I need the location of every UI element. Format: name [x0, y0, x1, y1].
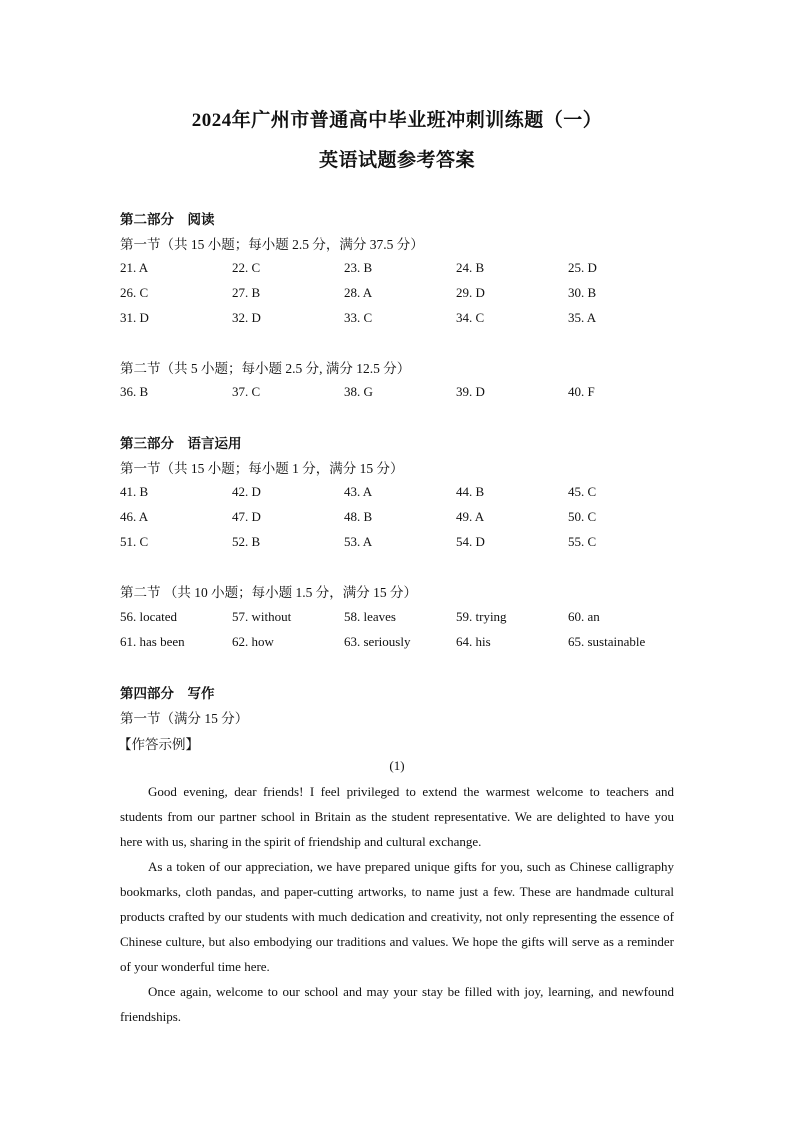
answer-cell: 30. B — [568, 285, 597, 300]
answer-cell: 23. B — [344, 260, 373, 275]
sample-answer-label: 【作答示例】 — [118, 737, 199, 752]
answer-cell: 28. A — [344, 285, 373, 300]
answer-cell: 33. C — [344, 310, 373, 325]
answer-row — [120, 504, 680, 529]
answer-cell: 45. C — [568, 484, 597, 499]
answer-cell: 64. his — [456, 634, 491, 649]
part4-section1-label: 第一节（满分 15 分） — [120, 711, 249, 726]
part3-section2-answers — [120, 604, 680, 654]
answer-cell: 24. B — [456, 260, 485, 275]
answer-cell: 40. F — [568, 384, 595, 399]
essay-paragraph: Once again, welcome to our school and may your stay be filled with joy, learning, and newfound friendships. — [120, 984, 674, 1024]
answer-cell: 34. C — [456, 310, 485, 325]
answer-cell: 58. leaves — [344, 609, 396, 624]
part3-heading: 第三部分 语言运用 — [120, 436, 242, 451]
answer-cell: 60. an — [568, 609, 600, 624]
answer-cell: 26. C — [120, 285, 149, 300]
essay-paragraph: As a token of our appreciation, we have prepared unique gifts for you, such as Chinese calligraphy bookmarks, cloth pandas, and paper-cutting artworks, to name just a few. These are handmade cultural products crafted by our students with much dedication and creativity, not only representing the essence of Chinese culture, but also embodying our traditions and values. We hope the gifts will serve as a reminder of your wonderful time here. — [120, 859, 674, 974]
answer-row — [120, 604, 680, 629]
answer-cell: 25. D — [568, 260, 597, 275]
answer-cell: 53. A — [344, 534, 373, 549]
answer-cell: 57. without — [232, 609, 292, 624]
answer-cell: 51. C — [120, 534, 149, 549]
answer-row — [120, 379, 680, 404]
answer-cell: 61. has been — [120, 634, 185, 649]
part2-section2-answers — [120, 379, 680, 404]
answer-cell: 31. D — [120, 310, 149, 325]
answer-cell: 43. A — [344, 484, 373, 499]
answer-cell: 27. B — [232, 285, 261, 300]
answer-cell: 32. D — [232, 310, 261, 325]
answer-cell: 37. C — [232, 384, 261, 399]
answer-cell: 48. B — [344, 509, 373, 524]
part3-section1-label: 第一节（共 15 小题；每小题 1 分，满分 15 分） — [120, 461, 404, 476]
answer-cell: 52. B — [232, 534, 261, 549]
part3-section1-answers — [120, 479, 680, 554]
page-subtitle: 英语试题参考答案 — [318, 150, 475, 171]
page-title: 2024年广州市普通高中毕业班冲刺训练题（一） — [191, 110, 603, 131]
answer-cell: 36. B — [120, 384, 149, 399]
answer-row — [120, 255, 680, 280]
answer-cell: 63. seriously — [344, 634, 411, 649]
answer-cell: 56. located — [120, 609, 178, 624]
answer-cell: 38. G — [344, 384, 373, 399]
part2-section2-label: 第二节（共 5 小题；每小题 2.5 分, 满分 12.5 分） — [120, 361, 411, 376]
answer-cell: 65. sustainable — [568, 634, 646, 649]
answer-row — [120, 305, 680, 330]
answer-cell: 62. how — [232, 634, 274, 649]
answer-row — [120, 529, 680, 554]
answer-cell: 55. C — [568, 534, 597, 549]
answer-row — [120, 280, 680, 305]
part4-heading: 第四部分 写作 — [120, 686, 215, 701]
sample-essay — [120, 779, 674, 1029]
answer-cell: 22. C — [232, 260, 261, 275]
answer-row — [120, 629, 680, 654]
answer-cell: 39. D — [456, 384, 485, 399]
answer-cell: 35. A — [568, 310, 597, 325]
answer-cell: 29. D — [456, 285, 485, 300]
answer-cell: 49. A — [456, 509, 485, 524]
answer-cell: 59. trying — [456, 609, 507, 624]
answer-cell: 54. D — [456, 534, 485, 549]
essay-number: (1) — [389, 758, 405, 773]
part3-section2-label: 第二节 （共 10 小题；每小题 1.5 分，满分 15 分） — [120, 585, 417, 600]
part2-section1-answers — [120, 255, 680, 330]
answer-cell: 47. D — [232, 509, 261, 524]
answer-cell: 42. D — [232, 484, 261, 499]
answer-cell: 21. A — [120, 260, 149, 275]
part2-section1-label: 第一节（共 15 小题；每小题 2.5 分，满分 37.5 分） — [120, 237, 424, 252]
answer-cell: 41. B — [120, 484, 149, 499]
essay-paragraph: Good evening, dear friends! I feel privileged to extend the warmest welcome to teachers and students from our partner school in Britain as the student representative. We are delighted to have you here with us, sharing in the spirit of friendship and cultural exchange. — [120, 784, 674, 849]
answer-cell: 46. A — [120, 509, 149, 524]
answer-cell: 50. C — [568, 509, 597, 524]
part2-heading: 第二部分 阅读 — [120, 212, 215, 227]
answer-row — [120, 479, 680, 504]
answer-cell: 44. B — [456, 484, 485, 499]
